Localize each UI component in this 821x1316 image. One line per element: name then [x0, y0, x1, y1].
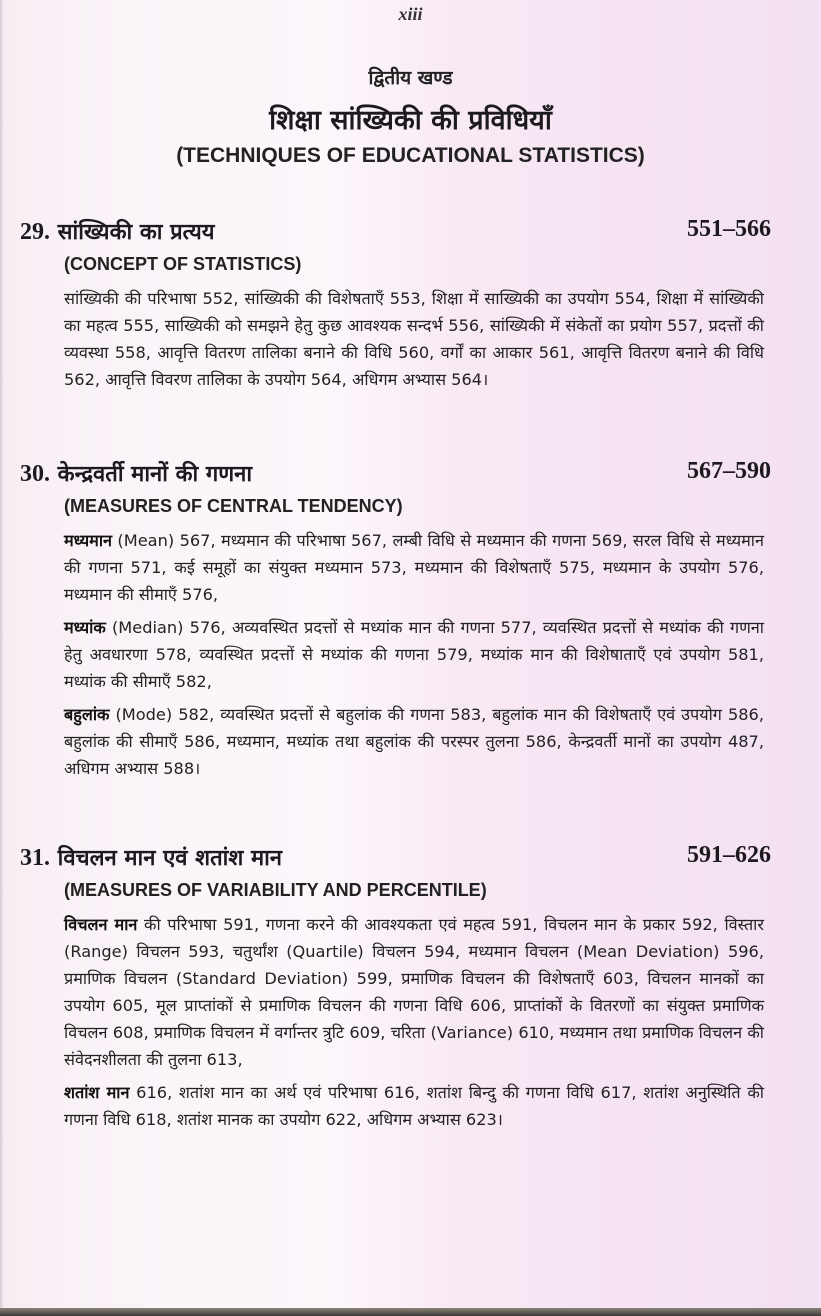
contents-paragraph — [64, 285, 764, 393]
chapter-number: 31. — [20, 845, 50, 871]
contents-text: (Median) 576, अव्यवस्थित प्रदत्तों से मध्यांक मान की गणना 577, व्यवस्थित प्रदत्तों से मध्यांक की गणना हेतु अवधारणा 578, व्यवस्थित प्रदत्तों से मध्यांक की गणना 579, मध्यांक मान की विशेषाताएँ एवं उपयोग 581, मध्यांक की सीमाएँ 582, — [64, 618, 764, 691]
topic-lead-median: मध्यांक — [64, 618, 106, 637]
page-bottom-edge — [0, 1308, 821, 1316]
chapter-contents — [64, 911, 764, 1133]
chapter-30 — [0, 458, 821, 788]
chapter-title-hindi: विचलन मान एवं शतांश मान — [57, 846, 283, 871]
chapter-number: 29. — [20, 219, 50, 245]
chapter-title-hindi: सांख्यिकी का प्रत्यय — [57, 220, 215, 245]
page-number: xiii — [398, 4, 423, 24]
contents-paragraph-percentile — [64, 1079, 764, 1133]
chapter-title — [20, 458, 252, 488]
part-label: द्वितीय खण्ड — [368, 67, 453, 89]
contents-text: 616, शतांश मान का अर्थ एवं परिभाषा 616, शतांश बिन्दु की गणना विधि 617, शतांश अनुस्थिति की गणना विधि 618, शतांश मानक का उपयोग 622, अधिगम अभ्यास 623। — [64, 1083, 764, 1129]
chapter-31 — [0, 842, 821, 1139]
chapter-title — [20, 216, 215, 246]
contents-paragraph-mode — [64, 701, 764, 782]
chapter-heading — [0, 842, 821, 876]
chapter-page-range: 567–590 — [687, 458, 771, 484]
part-title-hindi: शिक्षा सांख्यिकी की प्रविधियाँ — [269, 105, 552, 136]
chapter-number: 30. — [20, 461, 50, 487]
contents-paragraph-mean — [64, 527, 764, 608]
contents-text: सांख्यिकी की परिभाषा 552, सांख्यिकी की विशेषताएँ 553, शिक्षा में साख्यिकी का उपयोग 554, शिक्षा में सांख्यिकी का महत्व 555, साख्यिकी को समझने हेतु कुछ आवश्यक सन्दर्भ 556, सांख्यिकी में संकेतों का प्रयोग 557, प्रदत्तों की व्यवस्था 558, आवृत्ति वितरण तालिका बनाने की विधि 560, वर्गों का आकार 561, आवृत्ति वितरण बनाने की विधि 562, आवृत्ति विवरण तालिका के उपयोग 564, अधिगम अभ्यास 564। — [64, 289, 764, 389]
chapter-page-range: 591–626 — [687, 842, 771, 868]
topic-lead-mode: बहुलांक — [64, 705, 110, 724]
contents-paragraph-median — [64, 614, 764, 695]
topic-lead-mean: मध्यमान — [64, 531, 113, 550]
chapter-title-hindi: केन्द्रवर्ती मानों की गणना — [57, 462, 253, 487]
topic-lead-percentile: शतांश मान — [64, 1083, 130, 1102]
chapter-heading — [0, 216, 821, 250]
chapter-title-english: (CONCEPT OF STATISTICS) — [64, 254, 302, 274]
chapter-29 — [0, 216, 821, 399]
chapter-heading — [0, 458, 821, 492]
part-title-english: (TECHNIQUES OF EDUCATIONAL STATISTICS) — [176, 144, 645, 167]
contents-text: की परिभाषा 591, गणना करने की आवश्यकता एवं महत्व 591, विचलन मान के प्रकार 592, विस्तार (Range) विचलन 593, चतुर्थांश (Quartile) विचलन 594, मध्यमान विचलन (Mean Deviation) 596, प्रमाणिक विचलन (Standard Deviation) 599, प्रमाणिक विचलन की विशेषताएँ 603, विचलन मानकों का उपयोग 605, मूल प्राप्तांकों से प्रमाणिक विचलन की गणना विधि 606, प्राप्तांकों के वितरणों का संयुक्त प्रमाणिक विचलन 608, प्रमाणिक विचलन में वर्गान्तर त्रुटि 609, चरिता (Variance) 610, मध्यमान तथा प्रमाणिक विचलन की संवेदनशीलता की तुलना 613, — [64, 915, 764, 1069]
chapter-title-english: (MEASURES OF CENTRAL TENDENCY) — [64, 496, 403, 516]
chapter-page-range: 551–566 — [687, 216, 771, 242]
topic-lead-variability: विचलन मान — [64, 915, 138, 934]
contents-text: (Mode) 582, व्यवस्थित प्रदत्तों से बहुलांक की गणना 583, बहुलांक मान की विशेषताएँ एवं उपयोग 586, बहुलांक की सीमाएँ 586, मध्यमान, मध्यांक तथा बहुलांक की परस्पर तुलना 586, केन्द्रवर्ती मानों का उपयोग 487, अधिगम अभ्यास 588। — [64, 705, 764, 778]
chapter-contents — [64, 527, 764, 782]
chapter-title-english: (MEASURES OF VARIABILITY AND PERCENTILE) — [64, 880, 487, 900]
contents-paragraph-variability — [64, 911, 764, 1073]
chapter-contents — [64, 285, 764, 393]
chapter-title — [20, 842, 282, 872]
contents-text: (Mean) 567, मध्यमान की परिभाषा 567, लम्बी विधि से मध्यमान की गणना 569, सरल विधि से मध्यमान की गणना 571, कई समूहों का संयुक्त मध्यमान 573, मध्यमान की विशेषताएँ 575, मध्यमान के उपयोग 576, मध्यमान की सीमाएँ 576, — [64, 531, 764, 604]
